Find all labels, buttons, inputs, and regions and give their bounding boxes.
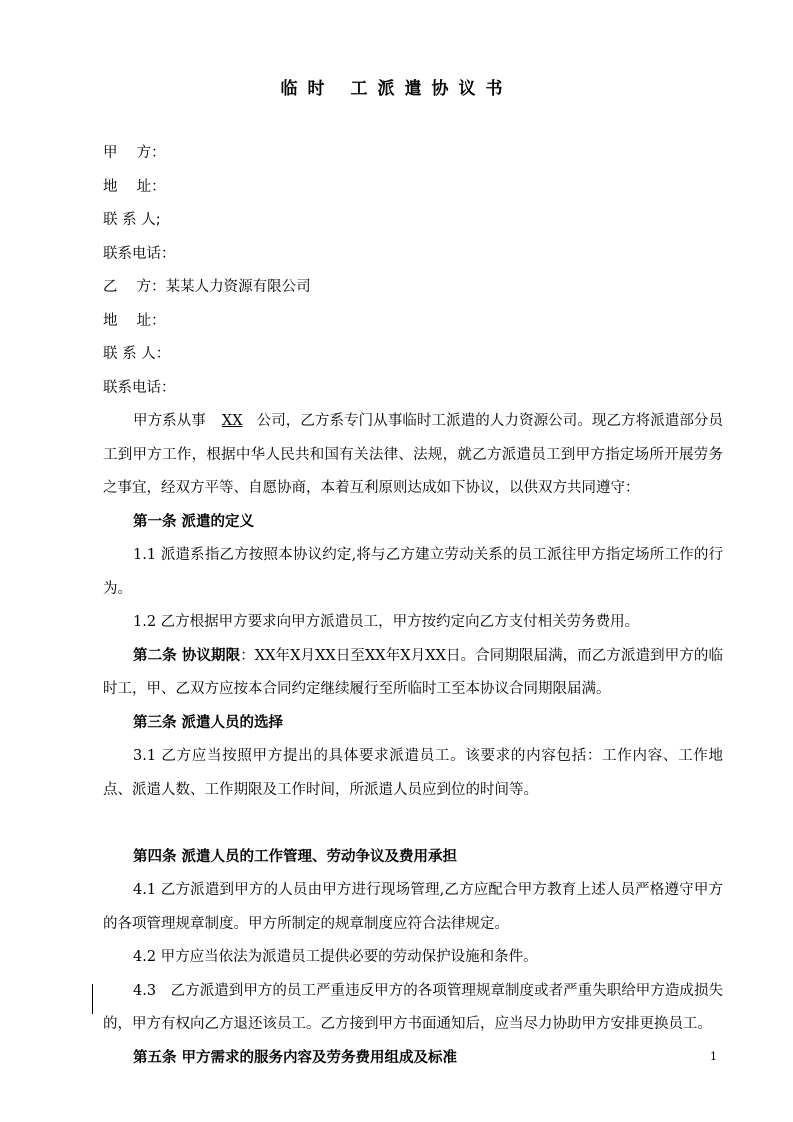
- article-2-heading: 第二条 协议期限: [133, 647, 241, 664]
- intro-prefix: 甲方系从事: [133, 413, 206, 429]
- page-number: 1: [710, 1050, 717, 1063]
- margin-change-bar: [92, 984, 93, 1014]
- article-2-paragraph: [103, 640, 723, 707]
- article-3-heading: 第三条 派遣人员的选择: [133, 714, 284, 731]
- party-a-phone-label: 联系电话：: [103, 245, 176, 262]
- intro-blank-field: XX: [221, 413, 243, 429]
- party-a-address-label: 地 址：: [103, 178, 166, 195]
- party-b-name-value: 某某人力资源有限公司: [165, 279, 311, 295]
- party-b-name-row: [103, 271, 723, 305]
- article-3-clause-1: 3.1 乙方应当按照甲方提出的具体要求派遣员工。该要求的内容包括：工作内容、工作地点、派遣人数、工作期限及工作时间，所派遣人员应到位的时间等。: [103, 748, 723, 798]
- party-a-name-label: 甲 方：: [103, 145, 166, 161]
- intro-paragraph: [103, 405, 723, 506]
- party-a-contact-label: 联 系 人;: [103, 212, 161, 228]
- party-b-name-label: 乙 方：: [103, 279, 166, 295]
- article-1-heading: 第一条 派遣的定义: [133, 513, 255, 530]
- article-1-clause-1: 1.1 派遣系指乙方按照本协议约定,将与乙方建立劳动关系的员工派往甲方指定场所工作的行为。: [103, 547, 723, 597]
- party-b-contact-label: 联 系 人：: [103, 346, 171, 362]
- spacer: [103, 807, 723, 841]
- article-2-text: ：XX年X月XX日至XX年X月XX日。合同期限届满，而乙方派遣到甲方的临时工，甲、乙双方应按本合同约定继续履行至所临时工至本协议合同期限届满。: [103, 647, 723, 697]
- article-4-clause-1: 4.1 乙方派遣到甲方的人员由甲方进行现场管理,乙方应配合甲方教育上述人员严格遵守甲方的各项管理规章制度。甲方所制定的规章制度应符合法律规定。: [103, 882, 723, 932]
- document-body: [103, 137, 723, 1075]
- article-1-clause-2: 1.2 乙方根据甲方要求向甲方派遣员工，甲方按约定向乙方支付相关劳务费用。: [133, 614, 640, 630]
- intro-rest: 公司，乙方系专门从事临时工派遣的人力资源公司。现乙方将派遣部分员工到甲方工作，根据中华人民共和国有关法律、法规，就乙方派遣员工到甲方指定场所开展劳务之事宜，经双方平等、自愿协商，本着互利原则达成如下协议，以供双方共同遵守：: [103, 413, 724, 496]
- article-4-clause-2: 4.2 甲方应当依法为派遣员工提供必要的劳动保护设施和条件。: [133, 949, 538, 965]
- article-5-heading: 第五条 甲方需求的服务内容及劳务费用组成及标准: [133, 1049, 458, 1066]
- party-b-phone-label: 联系电话：: [103, 379, 176, 396]
- page-title: 临时 工派遣协议书: [280, 79, 513, 99]
- article-4-heading: 第四条 派遣人员的工作管理、劳动争议及费用承担: [133, 848, 458, 865]
- party-b-address-label: 地 址：: [103, 312, 166, 329]
- article-4-clause-3: 4.3 乙方派遣到甲方的员工严重违反甲方的各项管理规章制度或者严重失职给甲方造成损失的，甲方有权向乙方退还该员工。乙方接到甲方书面通知后，应当尽力协助甲方安排更换员工。: [103, 982, 723, 1032]
